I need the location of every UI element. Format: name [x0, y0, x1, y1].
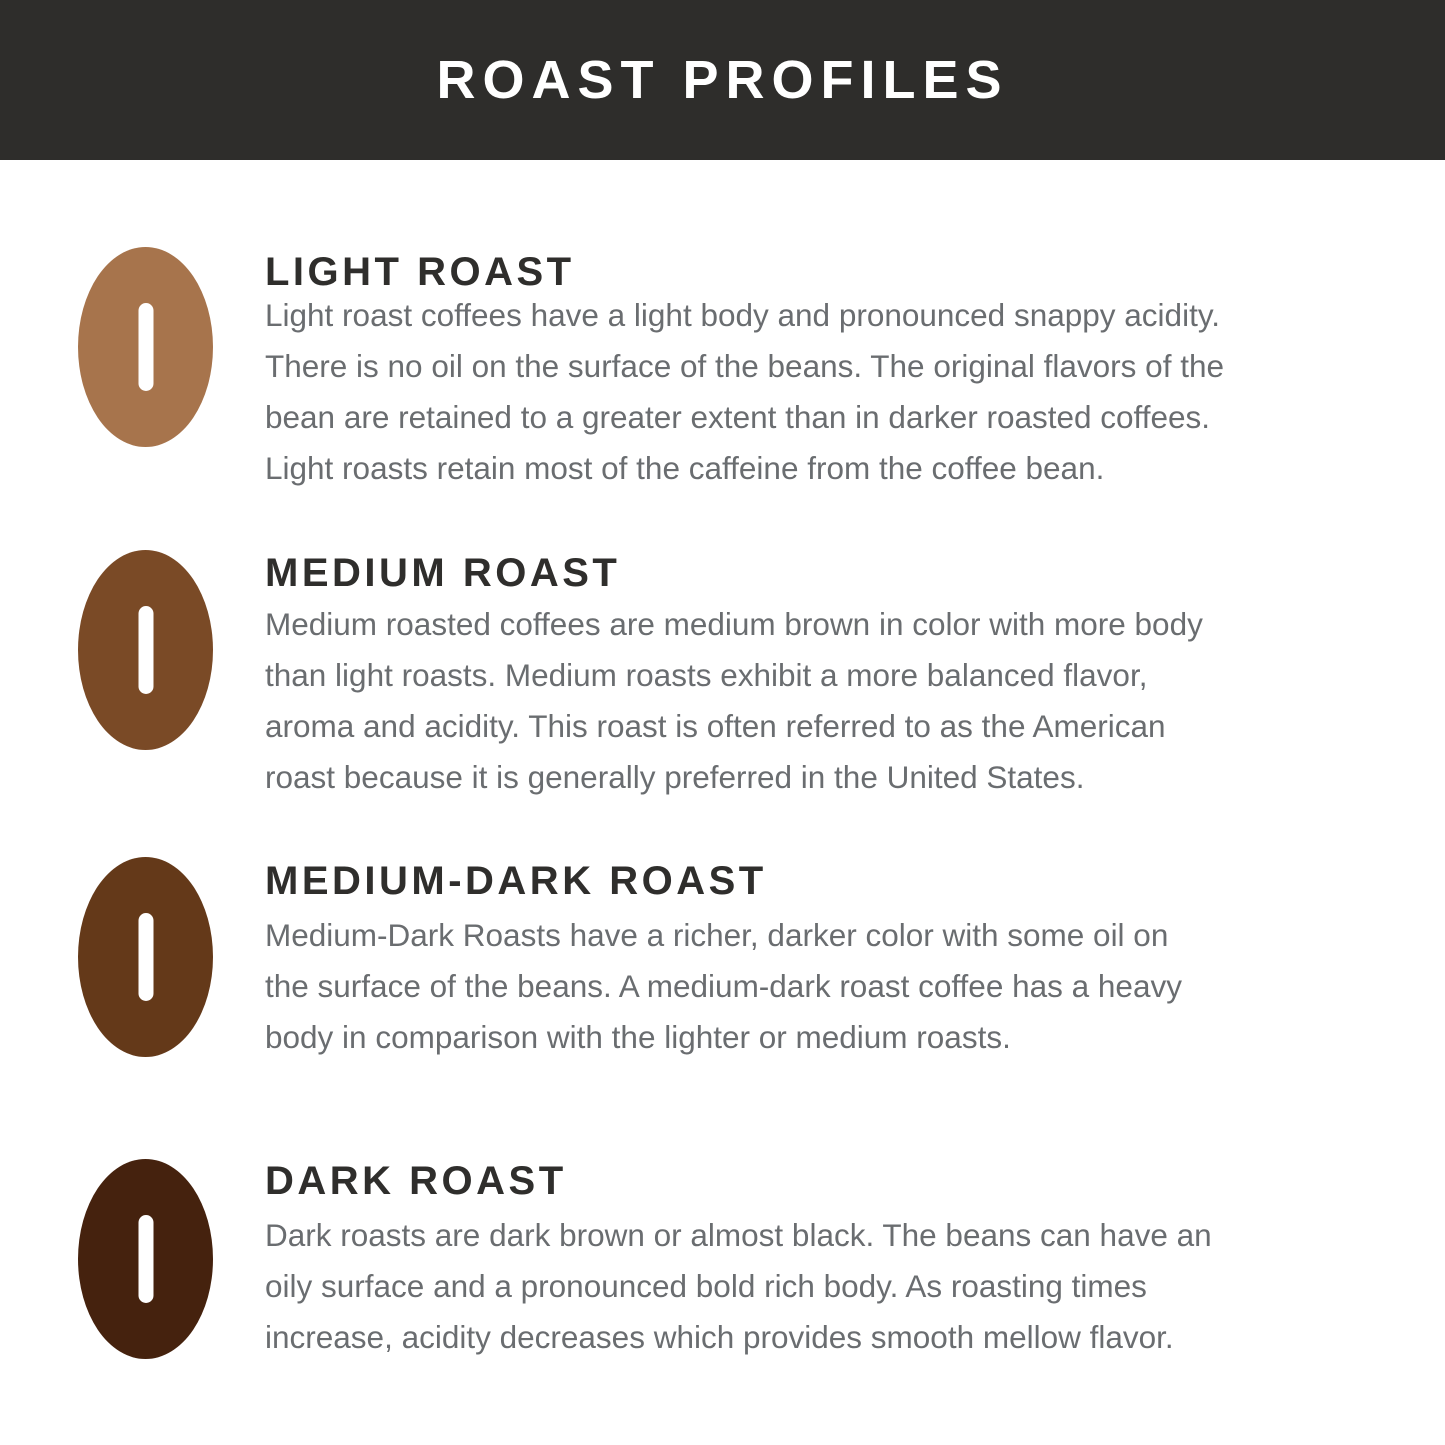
body-line: than light roasts. Medium roasts exhibit a more balanced flavor,	[265, 657, 1148, 693]
body-line: the surface of the beans. A medium-dark roast coffee has a heavy	[265, 968, 1182, 1004]
coffee-bean-icon	[78, 857, 213, 1057]
bean-crease	[138, 606, 153, 694]
section-body	[265, 1210, 1212, 1363]
section-heading: DARK ROAST	[265, 1159, 567, 1203]
page-title: ROAST PROFILES	[436, 50, 1009, 110]
body-line: roast because it is generally preferred in the United States.	[265, 759, 1085, 795]
body-line: aroma and acidity. This roast is often referred to as the American	[265, 708, 1166, 744]
body-line: Medium roasted coffees are medium brown in color with more body	[265, 606, 1203, 642]
coffee-bean-icon	[78, 247, 213, 447]
section-body	[265, 290, 1224, 494]
body-line: Light roast coffees have a light body and pronounced snappy acidity.	[265, 297, 1220, 333]
header-bar	[0, 0, 1445, 160]
body-line: body in comparison with the lighter or medium roasts.	[265, 1019, 1011, 1055]
section-heading: MEDIUM-DARK ROAST	[265, 859, 767, 903]
section-heading: MEDIUM ROAST	[265, 551, 621, 595]
body-line: Light roasts retain most of the caffeine from the coffee bean.	[265, 450, 1105, 486]
body-line: increase, acidity decreases which provides smooth mellow flavor.	[265, 1319, 1174, 1355]
section-heading: LIGHT ROAST	[265, 250, 575, 294]
body-line: bean are retained to a greater extent than in darker roasted coffees.	[265, 399, 1211, 435]
section-body	[265, 910, 1182, 1063]
bean-crease	[138, 913, 153, 1001]
coffee-bean-icon	[78, 1159, 213, 1359]
body-line: oily surface and a pronounced bold rich body. As roasting times	[265, 1268, 1147, 1304]
body-line: Dark roasts are dark brown or almost black. The beans can have an	[265, 1217, 1212, 1253]
coffee-bean-icon	[78, 550, 213, 750]
body-line: Medium-Dark Roasts have a richer, darker color with some oil on	[265, 917, 1169, 953]
bean-crease	[138, 1215, 153, 1303]
section-body	[265, 599, 1203, 803]
body-line: There is no oil on the surface of the beans. The original flavors of the	[265, 348, 1224, 384]
bean-crease	[138, 303, 153, 391]
